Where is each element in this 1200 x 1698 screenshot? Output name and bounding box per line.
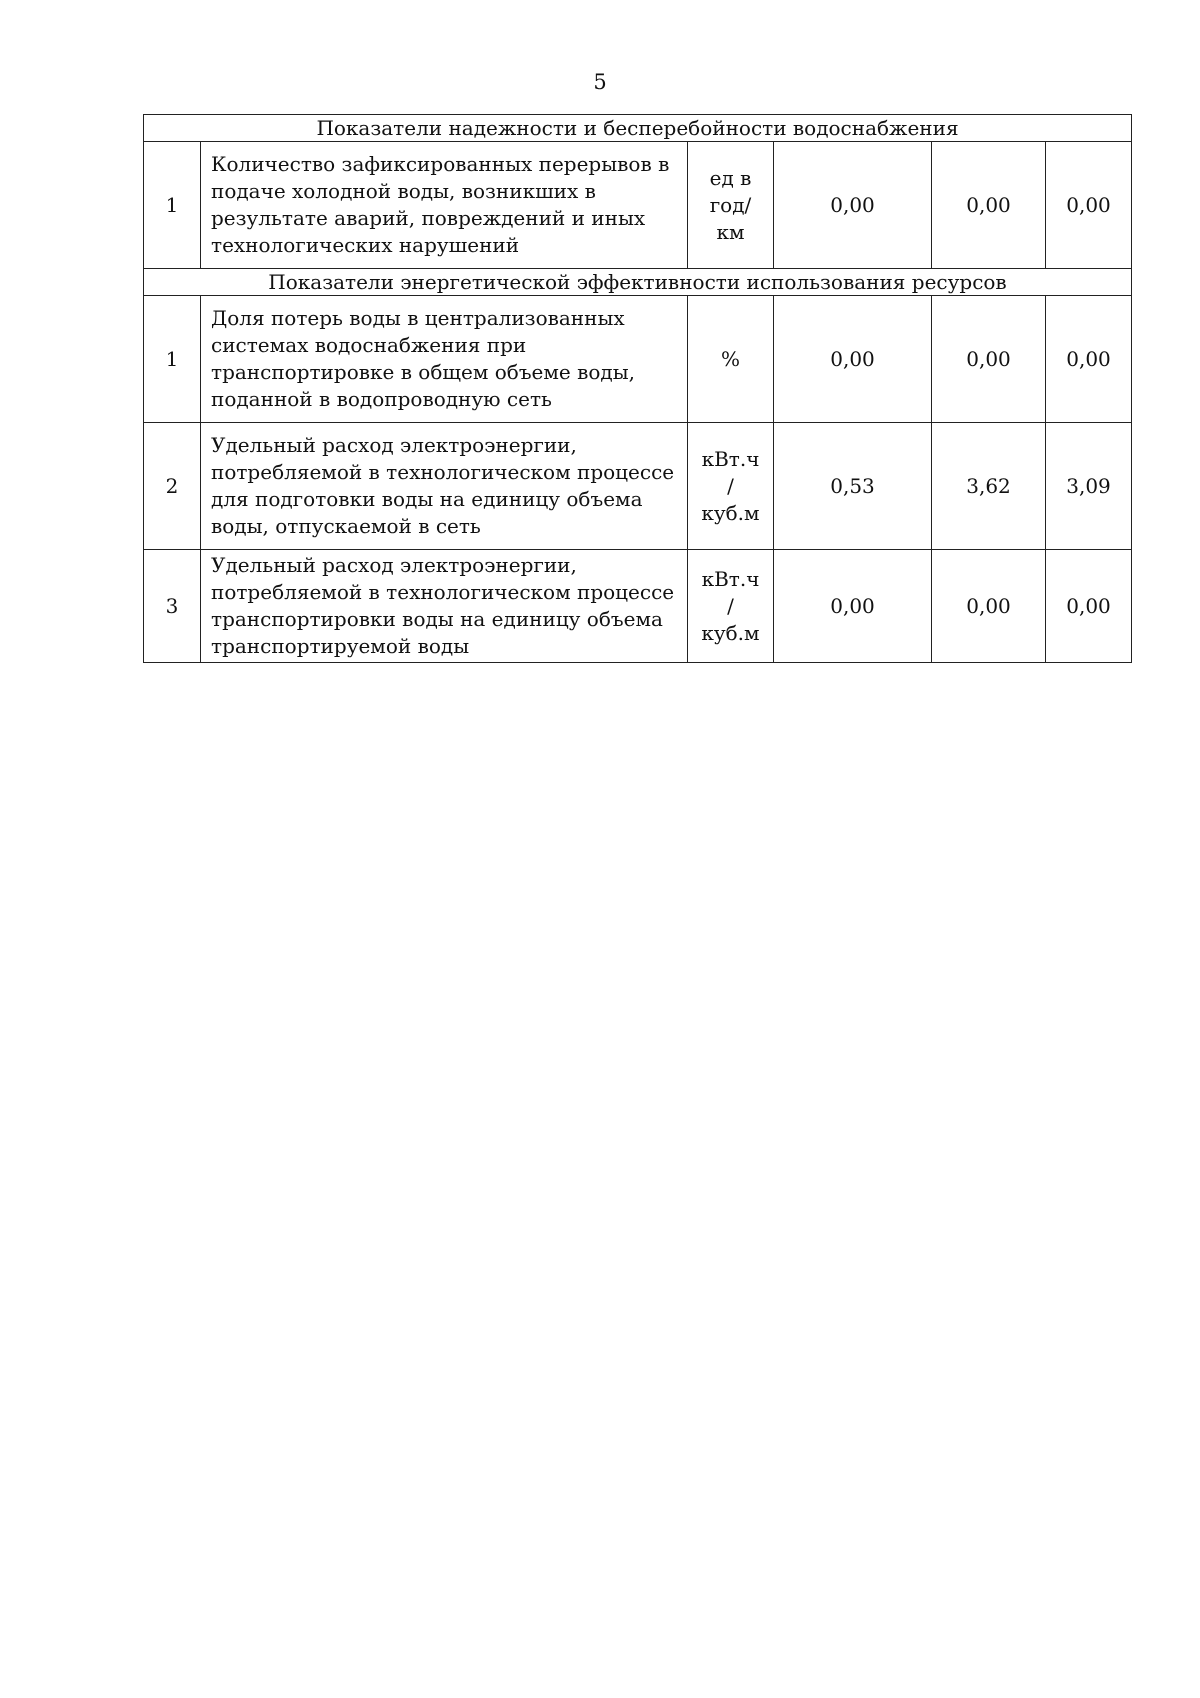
row-number: 1 — [144, 296, 201, 423]
row-number: 3 — [144, 550, 201, 663]
row-value-2: 0,00 — [932, 550, 1046, 663]
table-row — [144, 550, 1132, 663]
description-line: транспортировки воды на единицу объема — [211, 607, 663, 631]
row-value-1: 0,00 — [774, 142, 932, 269]
table-row — [144, 142, 1132, 269]
row-description — [201, 142, 688, 269]
row-description — [201, 550, 688, 663]
section-title: Показатели надежности и бесперебойности водоснабжения — [144, 115, 1132, 142]
description-line: Удельный расход электроэнергии, — [211, 433, 577, 457]
row-value-3: 0,00 — [1046, 296, 1132, 423]
row-description — [201, 296, 688, 423]
description-line: для подготовки воды на единицу объема — [211, 487, 643, 511]
section-header-row — [144, 115, 1132, 142]
row-number: 1 — [144, 142, 201, 269]
row-unit — [688, 550, 774, 663]
description-line: транспортировке в общем объеме воды, — [211, 360, 636, 384]
unit-line: % — [720, 346, 740, 371]
row-value-1: 0,53 — [774, 423, 932, 550]
description-line: Количество зафиксированных перерывов в — [211, 152, 670, 176]
row-value-3: 3,09 — [1046, 423, 1132, 550]
description-line: потребляемой в технологическом процессе — [211, 460, 675, 484]
row-description — [201, 423, 688, 550]
row-value-3: 0,00 — [1046, 142, 1132, 269]
description-line: поданной в водопроводную сеть — [211, 387, 552, 411]
unit-line: куб.м — [701, 620, 760, 645]
table-row — [144, 423, 1132, 550]
description-line: Удельный расход электроэнергии, — [211, 553, 577, 577]
row-value-3: 0,00 — [1046, 550, 1132, 663]
unit-line: кВт.ч — [701, 566, 760, 591]
unit-line: куб.м — [701, 500, 760, 525]
row-value-2: 0,00 — [932, 142, 1046, 269]
description-line: воды, отпускаемой в сеть — [211, 514, 481, 538]
description-line: системах водоснабжения при — [211, 333, 527, 357]
description-line: Доля потерь воды в централизованных — [211, 306, 625, 330]
description-line: результате аварий, повреждений и иных — [211, 206, 646, 230]
row-value-1: 0,00 — [774, 550, 932, 663]
row-value-2: 0,00 — [932, 296, 1046, 423]
unit-line: / — [727, 473, 734, 498]
row-unit — [688, 423, 774, 550]
section-header-row — [144, 269, 1132, 296]
row-value-2: 3,62 — [932, 423, 1046, 550]
page-number: 5 — [593, 70, 607, 94]
unit-line: ед в — [709, 165, 752, 190]
description-line: транспортируемой воды — [211, 634, 470, 658]
unit-line: / — [727, 593, 734, 618]
description-line: технологических нарушений — [211, 233, 520, 257]
indicators-table — [143, 114, 1132, 663]
description-line: подаче холодной воды, возникших в — [211, 179, 596, 203]
row-number: 2 — [144, 423, 201, 550]
unit-line: кВт.ч — [701, 446, 760, 471]
unit-line: км — [716, 219, 745, 244]
unit-line: год/ — [709, 192, 752, 217]
table-row — [144, 296, 1132, 423]
description-line: потребляемой в технологическом процессе — [211, 580, 675, 604]
row-unit — [688, 296, 774, 423]
row-unit — [688, 142, 774, 269]
row-value-1: 0,00 — [774, 296, 932, 423]
section-title: Показатели энергетической эффективности использования ресурсов — [144, 269, 1132, 296]
